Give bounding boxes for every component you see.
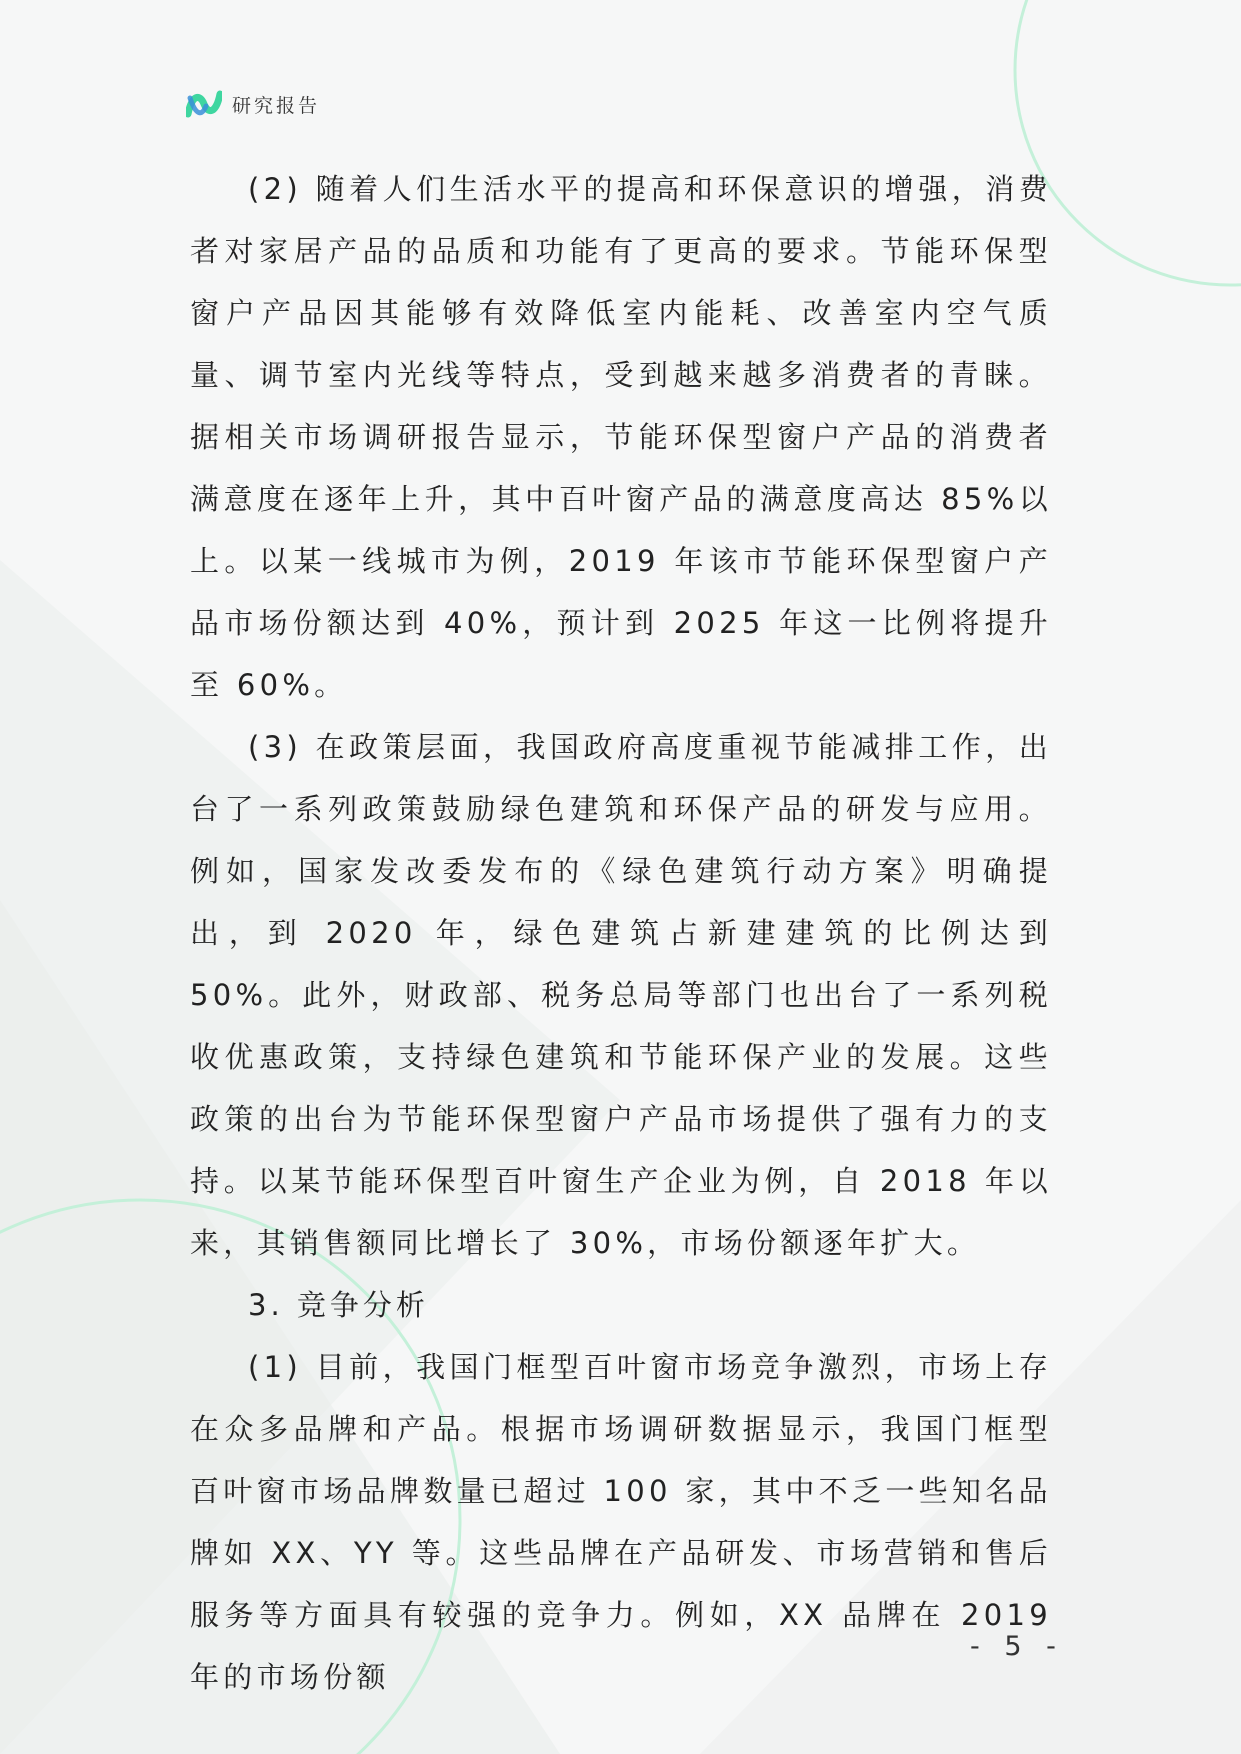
- section-heading-competition: 3. 竞争分析: [248, 1288, 429, 1322]
- report-header: [186, 88, 320, 120]
- document-body: [190, 158, 1052, 1708]
- brand-logo-icon: [186, 88, 222, 120]
- paragraph-consumer-demand: (2) 随着人们生活水平的提高和环保意识的增强，消费者对家居产品的品质和功能有了更高的要求。节能环保型窗户产品因其能够有效降低室内能耗、改善室内空气质量、调节室内光线等特点，受到越来越多消费者的青睐。据相关市场调研报告显示，节能环保型窗户产品的消费者满意度在逐年上升，其中百叶窗产品的满意度高达 85%以上。以某一线城市为例，2019 年该市节能环保型窗户产品市场份额达到 40%，预计到 2025 年这一比例将提升至 60%。: [190, 172, 1052, 702]
- page-number: - 5 -: [970, 1631, 1064, 1662]
- header-title: 研究报告: [232, 94, 321, 117]
- paragraph-competition: (1) 目前，我国门框型百叶窗市场竞争激烈，市场上存在众多品牌和产品。根据市场调研数据显示，我国门框型百叶窗市场品牌数量已超过 100 家，其中不乏一些知名品牌如 XX、YY 等。这些品牌在产品研发、市场营销和售后服务等方面具有较强的竞争力。例如，XX 品牌在 2019 年的市场份额: [190, 1350, 1052, 1694]
- paragraph-policy: (3) 在政策层面，我国政府高度重视节能减排工作，出台了一系列政策鼓励绿色建筑和环保产品的研发与应用。例如，国家发改委发布的《绿色建筑行动方案》明确提出，到 2020 年，绿色建筑占新建建筑的比例达到 50%。此外，财政部、税务总局等部门也出台了一系列税收优惠政策，支持绿色建筑和节能环保产业的发展。这些政策的出台为节能环保型窗户产品市场提供了强有力的支持。以某节能环保型百叶窗生产企业为例，自 2018 年以来，其销售额同比增长了 30%，市场份额逐年扩大。: [190, 730, 1052, 1260]
